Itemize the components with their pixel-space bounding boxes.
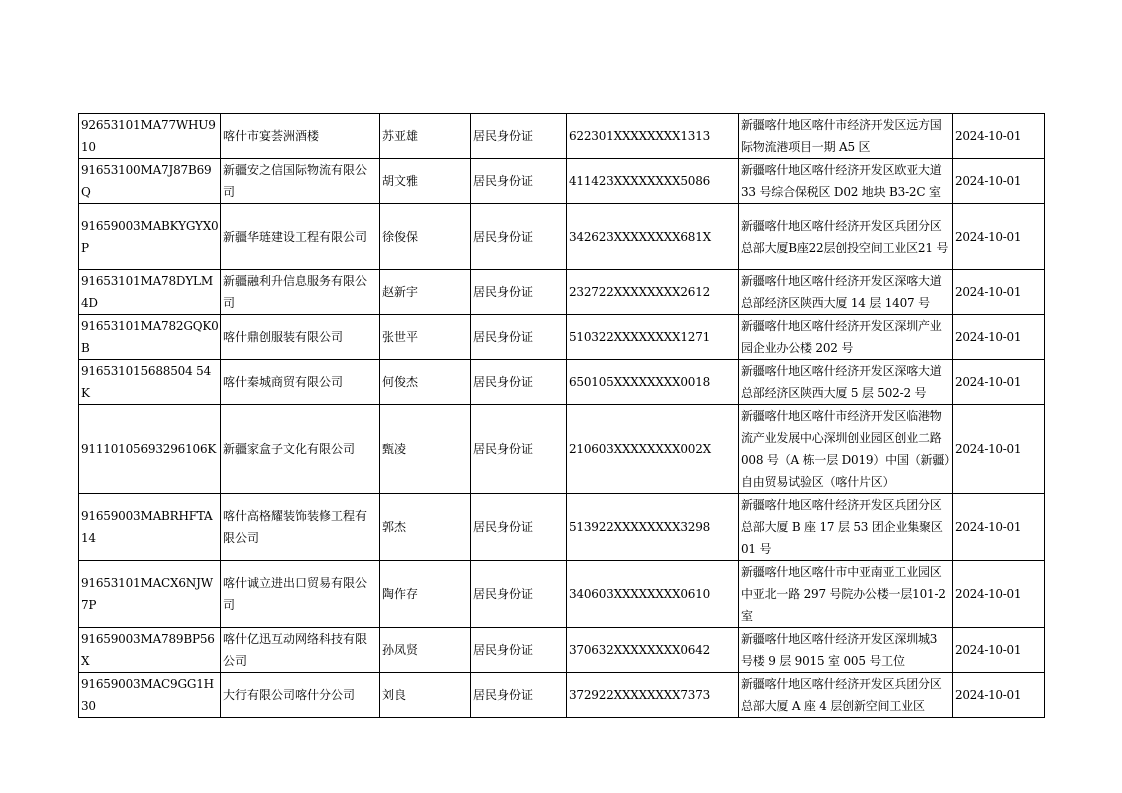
credit-code-cell: 91653100MA7J87B69Q [79,159,221,204]
credit-code-cell: 91659003MA789BP56X [79,628,221,673]
id-type-cell: 居民身份证 [471,204,567,270]
table-row [79,114,1045,159]
date-cell: 2024-10-01 [953,494,1045,561]
company-name-cell: 喀什诚立进出口贸易有限公司 [221,561,380,628]
legal-person-cell: 张世平 [380,315,471,360]
address-cell: 新疆喀什地区喀什经济开发区兵团分区总部大厦B座22层创投空间工业区21 号 [739,204,953,270]
table-row [79,405,1045,494]
date-cell: 2024-10-01 [953,114,1045,159]
id-type-cell: 居民身份证 [471,673,567,718]
registry-table [78,113,1045,718]
table-body [79,114,1045,718]
address-cell: 新疆喀什地区喀什市中亚南亚工业园区中亚北一路 297 号院办公楼一层101-2 室 [739,561,953,628]
address-cell: 新疆喀什地区喀什经济开发区深圳产业园企业办公楼 202 号 [739,315,953,360]
date-cell: 2024-10-01 [953,270,1045,315]
company-name-cell: 新疆安之信国际物流有限公司 [221,159,380,204]
address-cell: 新疆喀什地区喀什经济开发区深圳城3 号楼 9 层 9015 室 005 号工位 [739,628,953,673]
date-cell: 2024-10-01 [953,315,1045,360]
table-row [79,204,1045,270]
id-number-cell: 232722XXXXXXXX2612 [567,270,739,315]
credit-code-cell: 91659003MAC9GG1H30 [79,673,221,718]
table-row [79,159,1045,204]
credit-code-cell: 916531015688504 54K [79,360,221,405]
address-cell: 新疆喀什地区喀什经济开发区深喀大道总部经济区陕西大厦 14 层 1407 号 [739,270,953,315]
id-type-cell: 居民身份证 [471,561,567,628]
table-row [79,360,1045,405]
credit-code-cell: 91653101MA782GQK0B [79,315,221,360]
company-name-cell: 新疆华琏建设工程有限公司 [221,204,380,270]
legal-person-cell: 徐俊保 [380,204,471,270]
company-name-cell: 喀什亿迅互动网络科技有限公司 [221,628,380,673]
id-number-cell: 372922XXXXXXXX7373 [567,673,739,718]
legal-person-cell: 郭杰 [380,494,471,561]
id-number-cell: 210603XXXXXXXX002X [567,405,739,494]
credit-code-cell: 92653101MA77WHU910 [79,114,221,159]
legal-person-cell: 苏亚雄 [380,114,471,159]
date-cell: 2024-10-01 [953,628,1045,673]
id-number-cell: 411423XXXXXXXX5086 [567,159,739,204]
date-cell: 2024-10-01 [953,673,1045,718]
id-number-cell: 370632XXXXXXXX0642 [567,628,739,673]
id-type-cell: 居民身份证 [471,494,567,561]
id-type-cell: 居民身份证 [471,159,567,204]
company-name-cell: 新疆家盒子文化有限公司 [221,405,380,494]
legal-person-cell: 何俊杰 [380,360,471,405]
table-row [79,628,1045,673]
legal-person-cell: 甄凌 [380,405,471,494]
id-type-cell: 居民身份证 [471,315,567,360]
address-cell: 新疆喀什地区喀什经济开发区深喀大道总部经济区陕西大厦 5 层 502-2 号 [739,360,953,405]
date-cell: 2024-10-01 [953,360,1045,405]
company-name-cell: 喀什秦城商贸有限公司 [221,360,380,405]
address-cell: 新疆喀什地区喀什经济开发区兵团分区总部大厦 A 座 4 层创新空间工业区 [739,673,953,718]
table-row [79,494,1045,561]
id-number-cell: 340603XXXXXXXX0610 [567,561,739,628]
legal-person-cell: 刘良 [380,673,471,718]
legal-person-cell: 赵新宇 [380,270,471,315]
id-number-cell: 650105XXXXXXXX0018 [567,360,739,405]
id-number-cell: 342623XXXXXXXX681X [567,204,739,270]
company-name-cell: 喀什市宴荟洲酒楼 [221,114,380,159]
company-name-cell: 大行有限公司喀什分公司 [221,673,380,718]
company-name-cell: 新疆融利升信息服务有限公司 [221,270,380,315]
date-cell: 2024-10-01 [953,405,1045,494]
table-row [79,315,1045,360]
credit-code-cell: 91110105693296106K [79,405,221,494]
id-type-cell: 居民身份证 [471,270,567,315]
credit-code-cell: 91659003MABRHFTA14 [79,494,221,561]
company-name-cell: 喀什高格耀装饰装修工程有限公司 [221,494,380,561]
company-name-cell: 喀什鼎创服装有限公司 [221,315,380,360]
legal-person-cell: 陶作存 [380,561,471,628]
credit-code-cell: 91653101MA78DYLM4D [79,270,221,315]
date-cell: 2024-10-01 [953,561,1045,628]
credit-code-cell: 91653101MACX6NJW7P [79,561,221,628]
date-cell: 2024-10-01 [953,204,1045,270]
id-type-cell: 居民身份证 [471,114,567,159]
address-cell: 新疆喀什地区喀什经济开发区兵团分区总部大厦 B 座 17 层 53 团企业集聚区 01 号 [739,494,953,561]
id-number-cell: 513922XXXXXXXX3298 [567,494,739,561]
address-cell: 新疆喀什地区喀什市经济开发区远方国际物流港项目一期 A5 区 [739,114,953,159]
id-number-cell: 622301XXXXXXXX1313 [567,114,739,159]
id-type-cell: 居民身份证 [471,360,567,405]
id-type-cell: 居民身份证 [471,628,567,673]
id-number-cell: 510322XXXXXXXX1271 [567,315,739,360]
address-cell: 新疆喀什地区喀什经济开发区欧亚大道 33 号综合保税区 D02 地块 B3-2C 室 [739,159,953,204]
table-row [79,561,1045,628]
credit-code-cell: 91659003MABKYGYX0P [79,204,221,270]
table-row [79,673,1045,718]
legal-person-cell: 胡文雅 [380,159,471,204]
id-type-cell: 居民身份证 [471,405,567,494]
date-cell: 2024-10-01 [953,159,1045,204]
address-cell: 新疆喀什地区喀什市经济开发区临港物流产业发展中心深圳创业园区创业二路 008 号（A 栋一层 D019）中国（新疆）自由贸易试验区（喀什片区） [739,405,953,494]
legal-person-cell: 孙凤贤 [380,628,471,673]
table-row [79,270,1045,315]
